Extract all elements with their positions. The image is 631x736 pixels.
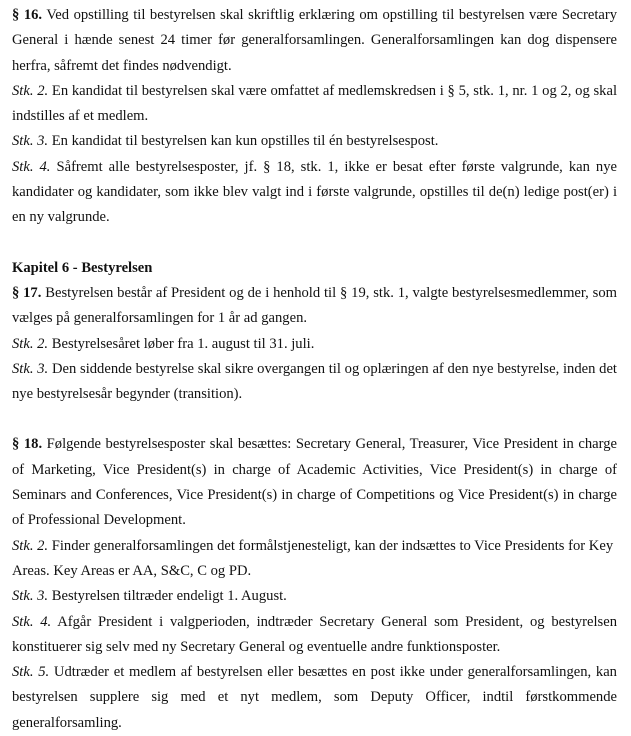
- stk-label: Stk. 3.: [12, 360, 49, 377]
- paragraph-text: Bestyrelsen består af President og de i henhold til § 19, stk. 1, valgte bestyrelsesmedlemmer, som vælges på generalforsamlingen for 1 år ad gangen.: [12, 284, 618, 327]
- paragraph-text: Såfremt alle bestyrelsesposter, jf. § 18, stk. 1, ikke er besat efter første valgrunde, kan nye kandidater og kandidater, som ikke blev valgt ind i første valgrunde, opstilles til de(n) ledige post(er) i en ny valgrunde.: [12, 158, 617, 226]
- section-18-stk-2: [12, 534, 617, 585]
- section-17-paragraph: [12, 281, 617, 332]
- stk-label: Stk. 4.: [12, 613, 52, 630]
- section-16-stk-2: [12, 79, 617, 130]
- paragraph-text: En kandidat til bestyrelsen skal være omfattet af medlemskredsen i § 5, stk. 1, nr. 1 og 2, og skal indstilles af et medlem.: [12, 82, 618, 125]
- stk-label: Stk. 2.: [12, 82, 49, 99]
- paragraph-gap: [12, 407, 617, 432]
- stk-label: Stk. 2.: [12, 335, 49, 352]
- section-number: § 18.: [12, 436, 43, 453]
- section-17-stk-3: [12, 357, 617, 408]
- paragraph-text: En kandidat til bestyrelsen kan kun opstilles til én bestyrelsespost.: [51, 133, 439, 150]
- paragraph-text: Bestyrelsesåret løber fra 1. august til 31. juli.: [51, 335, 315, 352]
- section-16-paragraph: [12, 3, 617, 79]
- section-16-stk-3: [12, 129, 617, 154]
- section-16-stk-4: [12, 155, 617, 231]
- stk-label: Stk. 3.: [12, 588, 49, 605]
- paragraph-gap: [12, 231, 617, 256]
- paragraph-text: Bestyrelsen tiltræder endeligt 1. August.: [51, 588, 287, 605]
- paragraph-text: Følgende bestyrelsesposter skal besættes: Secretary General, Treasurer, Vice President in charge of Marketing, Vice President(s) in charge of Academic Activities, Vice President(s) in charge of Seminars and Conferences, Vice President(s) in charge of Competitions og Vice President(s) in charge of Professional Development.: [12, 436, 618, 529]
- stk-label: Stk. 3.: [12, 133, 49, 150]
- section-17-stk-2: [12, 332, 617, 357]
- stk-label: Stk. 5.: [12, 664, 50, 681]
- paragraph-text: Udtræder et medlem af bestyrelsen eller besættes en post ikke under generalforsamlingen, kan bestyrelsen supplere sig med et nyt medlem, som Deputy Officer, indtil førstkommende generalforsamling.: [12, 664, 617, 731]
- stk-label: Stk. 2.: [12, 537, 49, 554]
- chapter-heading: Kapitel 6 - Bestyrelsen: [12, 259, 153, 276]
- section-18-stk-3: [12, 584, 617, 609]
- paragraph-text: Afgår President i valgperioden, indtræder Secretary General som President, og bestyrelsen konstituerer sig selv med ny Secretary General og eventuelle andre funktionsposter.: [12, 613, 618, 655]
- section-number: § 17.: [12, 284, 42, 301]
- section-18-stk-5: [12, 660, 617, 736]
- paragraph-text: Ved opstilling til bestyrelsen skal skriftlig erklæring om opstilling til bestyrelsen være Secretary General i hænde senest 24 timer før generalforsamlingen. Generalforsamlingen kan dog dispensere herfra, såfremt det findes nødvendigt.: [12, 7, 618, 74]
- section-number: § 16.: [12, 7, 43, 23]
- paragraph-text: Den siddende bestyrelse skal sikre overgangen til og oplæringen af den nye bestyrelse, inden det nye bestyrelsesår begynder (transition).: [12, 360, 617, 403]
- section-18-paragraph: [12, 432, 617, 533]
- stk-label: Stk. 4.: [12, 158, 51, 175]
- section-18-stk-4: [12, 610, 617, 661]
- paragraph-text: Finder generalforsamlingen det formålstjenesteligt, kan der indsættes to Vice Presidents for Key Areas. Key Areas er AA, S&C, C og PD.: [12, 537, 614, 579]
